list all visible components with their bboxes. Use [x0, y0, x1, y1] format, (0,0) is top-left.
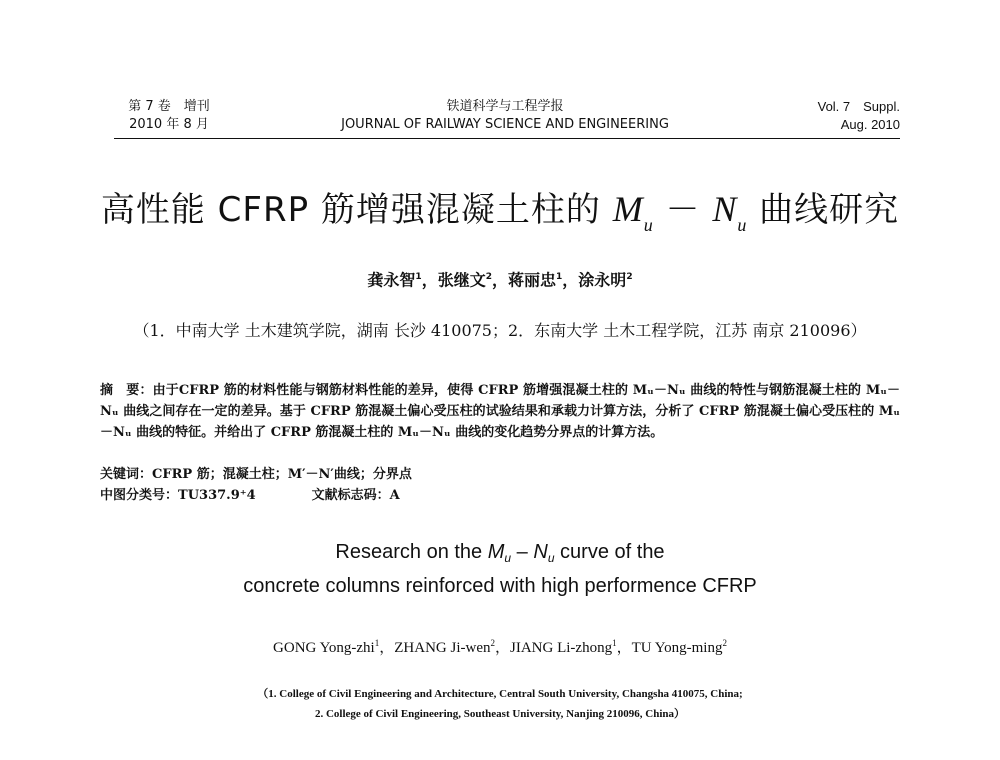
- author-cn-sup: 2: [626, 272, 633, 282]
- affiliation-en-line2: 2. College of Civil Engineering, Southeast University, Nanjing 210096, China）: [314, 708, 686, 720]
- english-title-line2: concrete columns reinforced with high performence CFRP: [243, 575, 757, 597]
- title-n: N: [712, 189, 738, 229]
- english-title-n: N: [533, 541, 548, 563]
- title-dash: －: [653, 190, 713, 230]
- header-rule: [114, 138, 900, 139]
- author-cn-sup: 1: [415, 272, 422, 282]
- classification: [100, 486, 900, 506]
- author-en: JIANG Li-zhong: [510, 640, 613, 656]
- english-title-m-sub: u: [504, 551, 512, 565]
- english-title-dash: –: [511, 541, 534, 563]
- affiliation-cn: （1．中南大学 土木建筑学院，湖南 长沙 410075；2．东南大学 土木工程学院，江苏 南京 210096）: [133, 321, 867, 340]
- clc-value: ：TU337.9⁺4: [165, 488, 256, 503]
- issue-volume: 第 7 卷 增刊: [128, 99, 210, 114]
- affiliation-en-line1: （1. College of Civil Engineering and Architecture, Central South University, Changsha 410075, China;: [257, 688, 743, 700]
- author-cn-sup: 1: [556, 272, 563, 282]
- keywords-label: 关键词: [100, 467, 140, 482]
- title-n-sub: u: [737, 215, 748, 235]
- title-m-sub: u: [643, 215, 654, 235]
- doc-code-label: 文献标志码: [311, 488, 377, 503]
- keywords-text: ：CFRP 筋；混凝土柱；M′－N′曲线；分界点: [139, 467, 412, 482]
- abstract-label: 摘 要: [100, 383, 140, 398]
- title-m: M: [612, 189, 644, 229]
- title-prefix: 高性能 CFRP 筋增强混凝土柱的: [100, 190, 613, 230]
- english-title-line1: [150, 538, 850, 572]
- author-en-sup: 1: [612, 638, 617, 648]
- clc-label: 中图分类号: [100, 488, 166, 503]
- doc-code-value: ：A: [376, 488, 400, 503]
- author-en-sup: 2: [490, 638, 495, 648]
- journal-name-en: JOURNAL OF RAILWAY SCIENCE AND ENGINEERING: [341, 117, 669, 132]
- issue-date: 2010 年 8 月: [129, 117, 209, 132]
- english-title-m: M: [487, 541, 505, 563]
- author-en-sup: 1: [374, 638, 380, 648]
- authors-en: GONG Yong-zhi$^1$，ZHANG Ji-wen$^2$，JIANG Li-zhong$^1$，TU Yong-ming$^2$: [273, 638, 727, 656]
- author-en-sup: 2: [722, 638, 727, 648]
- author-en: ZHANG Ji-wen: [394, 640, 491, 656]
- keywords: [100, 465, 900, 485]
- abstract: [100, 380, 900, 443]
- journal-name-cn: 铁道科学与工程学报: [446, 99, 564, 114]
- title-suffix: 曲线研究: [747, 190, 900, 230]
- english-title-pre: Research on the: [335, 541, 488, 563]
- authors-cn: 龚永智$^1$，张继文$^2$，蒋丽忠$^1$，涂永明$^2$: [367, 270, 633, 290]
- english-title: [150, 538, 850, 600]
- paper-title: [90, 186, 910, 248]
- author-en: TU Yong-ming: [631, 640, 723, 656]
- volume-info: [770, 98, 900, 134]
- author-cn-sup: 2: [485, 272, 492, 282]
- affiliation-en: [100, 684, 900, 724]
- author-cn: 涂永明: [578, 270, 627, 290]
- english-title-post: curve of the: [554, 541, 665, 563]
- volume-number: Vol. 7 Suppl.: [817, 99, 900, 114]
- journal-name: [300, 98, 710, 134]
- volume-date: Aug. 2010: [840, 117, 900, 132]
- author-cn: 张继文: [437, 270, 486, 290]
- issue-info: [114, 98, 224, 134]
- abstract-text: ：由于CFRP 筋的材料性能与钢筋材料性能的差异，使得 CFRP 筋增强混凝土柱的 Mᵤ－Nᵤ 曲线的特性与钢筋混凝土柱的 Mᵤ－Nᵤ 曲线之间存在一定的差异。基于 CFRP 筋混凝土偏心受压柱的试验结果和承载力计算方法，分析了 CFRP 筋混凝土偏心受压柱的 Mᵤ－Nᵤ 曲线的特征。并给出了 CFRP 筋混凝土柱的 Mᵤ－Nᵤ 曲线的变化趋势分界点的计算方法。: [100, 383, 900, 440]
- author-en: GONG Yong-zhi: [273, 640, 375, 656]
- english-title-n-sub: u: [547, 551, 555, 565]
- author-cn: 龚永智: [367, 270, 416, 290]
- author-cn: 蒋丽忠: [508, 270, 557, 290]
